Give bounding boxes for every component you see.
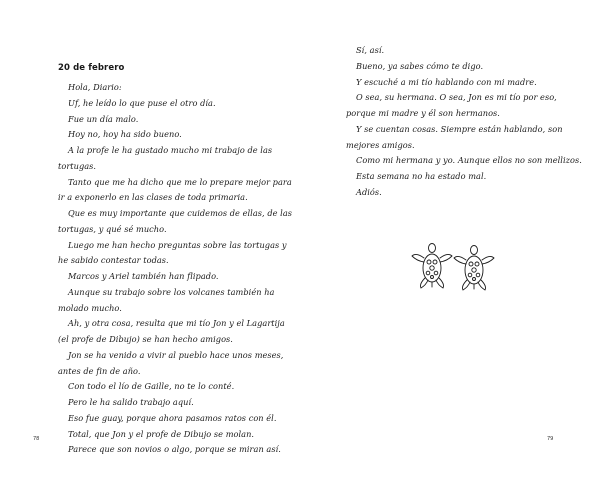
text-line: Como mi hermana y yo. Aunque ellos no son mellizos. xyxy=(356,155,582,166)
text-line: Marcos y Ariel también han flipado. xyxy=(68,271,219,281)
text-line: tortugas, y qué sé mucho. xyxy=(58,223,167,234)
right-page-text xyxy=(346,43,582,201)
text-line: Total, que Jon y el profe de Dibujo se molan. xyxy=(68,428,255,439)
text-line: Bueno, ya sabes cómo te digo. xyxy=(356,60,484,71)
text-line: Hoy no, hoy ha sido bueno. xyxy=(68,129,182,140)
text-line: Que es muy importante que cuidemos de ellas, de las xyxy=(68,208,293,218)
text-line: Pero le ha salido trabajo aquí. xyxy=(68,397,194,407)
text-line: Y se cuentan cosas. Siempre están hablando, son xyxy=(356,123,563,134)
turtle-left-icon xyxy=(412,244,452,289)
left-page-number: 78 xyxy=(33,436,40,442)
right-page xyxy=(300,0,600,477)
text-line: Hola, Diario: xyxy=(68,82,122,92)
two-turtles-icon xyxy=(408,234,500,296)
text-line: ir a exponerlo en las clases de toda primaria. xyxy=(58,192,248,203)
turtle-right-icon xyxy=(454,246,494,291)
text-line: molado mucho. xyxy=(58,302,122,313)
text-line: Adiós. xyxy=(356,186,382,197)
text-line: Eso fue guay, porque ahora pasamos ratos con él. xyxy=(68,412,277,423)
text-line: Y escuché a mi tío hablando con mi madre. xyxy=(356,76,537,87)
text-line: Aunque su trabajo sobre los volcanes también ha xyxy=(68,286,275,297)
text-line: Tanto que me ha dicho que me lo prepare mejor para xyxy=(68,176,292,187)
text-line: tortugas. xyxy=(58,160,97,171)
text-line: porque mi madre y él son hermanos. xyxy=(346,108,500,118)
text-line: Luego me han hecho preguntas sobre las tortugas y xyxy=(68,239,287,250)
text-line: Uf, he leído lo que puse el otro día. xyxy=(68,97,216,108)
text-line: Jon se ha venido a vivir al pueblo hace unos meses, xyxy=(68,349,284,360)
right-page-number: 79 xyxy=(547,436,554,442)
text-line: Parece que son novios o algo, porque se miran así. xyxy=(68,444,281,455)
text-line: O sea, su hermana. O sea, Jon es mi tío por eso, xyxy=(356,92,557,103)
entry-date: 20 de febrero xyxy=(58,63,125,73)
text-line: Esta semana no ha estado mal. xyxy=(356,171,487,181)
text-line: Con todo el lío de Gaille, no te lo conté. xyxy=(68,381,235,392)
text-line: (el profe de Dibujo) se han hecho amigos. xyxy=(58,334,233,344)
text-line: A la profe le ha gustado mucho mi trabajo de las xyxy=(68,145,273,155)
text-line: antes de fin de año. xyxy=(58,365,141,376)
text-line: Fue un día malo. xyxy=(68,113,139,124)
text-line: he sabido contestar todas. xyxy=(58,255,169,266)
text-line: Sí, así. xyxy=(356,45,385,55)
left-page-text xyxy=(58,80,293,458)
text-line: mejores amigos. xyxy=(346,139,415,150)
text-line: Ah, y otra cosa, resulta que mi tío Jon y el Lagartija xyxy=(68,318,285,329)
